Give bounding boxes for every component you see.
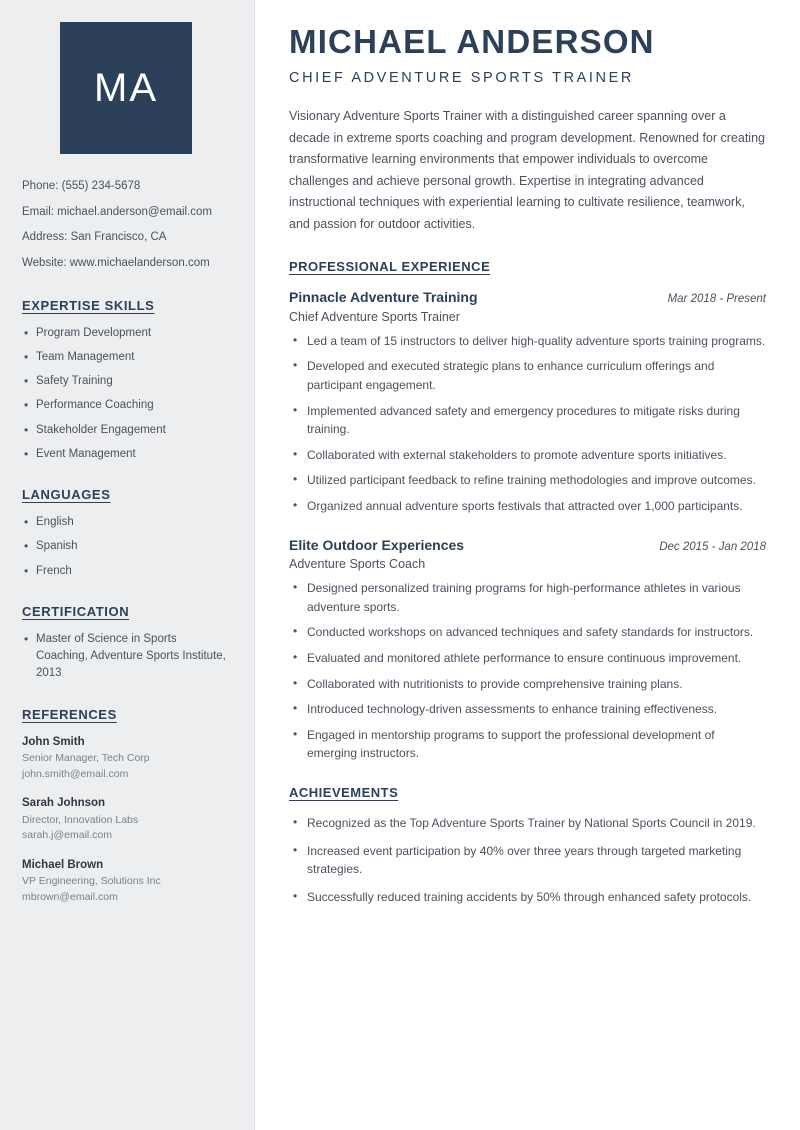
languages-heading: LANGUAGES <box>22 487 111 503</box>
languages-list <box>22 514 230 580</box>
skills-heading: EXPERTISE SKILLS <box>22 297 155 313</box>
list-item: • Event Management <box>22 446 230 463</box>
contact-info-list <box>22 178 230 272</box>
list-item: • Stakeholder Engagement <box>22 422 230 439</box>
list-item: • Evaluated and monitored athlete performance to ensure continuous improvement. <box>289 649 766 668</box>
contact-website: Website: www.michaelanderson.com <box>22 257 210 270</box>
list-item: • Program Development <box>22 325 230 342</box>
list-item: • English <box>22 514 230 531</box>
contact-address: Address: San Francisco, CA <box>22 231 167 244</box>
employment-dates: Dec 2015 - Jan 2018 <box>659 540 766 553</box>
list-item: • Engaged in mentorship programs to support the professional development of emerging instructors. <box>289 726 766 763</box>
languages-section <box>22 487 230 580</box>
page-title: MICHAEL ANDERSON <box>289 23 655 60</box>
achievements-heading: ACHIEVEMENTS <box>289 784 399 800</box>
responsibility-list <box>289 332 766 516</box>
list-item: • Increased event participation by 40% over three years through targeted marketing strategies. <box>289 842 766 879</box>
skills-section <box>22 298 230 464</box>
reference-name: Michael Brown <box>22 859 104 872</box>
references-heading: REFERENCES <box>22 706 117 722</box>
list-item: • Implemented advanced safety and emergency procedures to mitigate risks during training. <box>289 402 766 439</box>
certification-section <box>22 604 230 683</box>
main-content <box>255 0 800 1130</box>
monogram-initials: MA <box>60 22 192 154</box>
monogram-container <box>22 22 230 154</box>
reference-name: John Smith <box>22 735 85 748</box>
list-item <box>22 857 230 906</box>
company-name: Elite Outdoor Experiences <box>289 536 465 553</box>
reference-email: sarah.j@email.com <box>22 829 113 842</box>
certification-heading: CERTIFICATION <box>22 603 130 619</box>
experience-heading: PROFESSIONAL EXPERIENCE <box>289 259 491 275</box>
contact-email: Email: michael.anderson@email.com <box>22 205 212 218</box>
reference-email: john.smith@email.com <box>22 767 129 780</box>
list-item: • Team Management <box>22 349 230 366</box>
reference-role: Senior Manager, Tech Corp <box>22 751 150 764</box>
responsibility-list <box>289 579 766 763</box>
list-item: • Conducted workshops on advanced techniques and safety standards for instructors. <box>289 623 766 642</box>
reference-role: Director, Innovation Labs <box>22 813 139 826</box>
list-item: • Introduced technology-driven assessments to enhance training effectiveness. <box>289 700 766 719</box>
professional-summary: Visionary Adventure Sports Trainer with a distinguished career spanning over a decade in extreme sports coaching and program development. Renowned for creating transformative learning environments that empower individuals to overcome challenges and achieve personal growth. Expertise in integrating advanced instructional techniques with experiential learning to cultivate resilience, teamwork, and passion for outdoor activities. <box>289 109 765 231</box>
skills-list <box>22 325 230 464</box>
list-item <box>22 795 230 844</box>
references-section <box>22 707 230 906</box>
certification-list <box>22 631 230 683</box>
achievements-section <box>289 785 766 906</box>
employment-dates: Mar 2018 - Present <box>667 293 766 306</box>
experience-entry <box>289 288 766 515</box>
sidebar <box>0 0 255 1130</box>
list-item: • Safety Training <box>22 373 230 390</box>
job-title-subheading: CHIEF ADVENTURE SPORTS TRAINER <box>289 70 634 87</box>
list-item: • Designed personalized training programs for high-performance athletes in various adventure sports. <box>289 579 766 616</box>
reference-name: Sarah Johnson <box>22 797 106 810</box>
contact-phone: Phone: (555) 234-5678 <box>22 180 141 192</box>
achievements-list <box>289 814 766 906</box>
list-item: • Performance Coaching <box>22 397 230 414</box>
list-item: • Organized annual adventure sports festivals that attracted over 1,000 participants. <box>289 497 766 516</box>
experience-header <box>289 536 766 556</box>
company-name: Pinnacle Adventure Training <box>289 289 478 306</box>
list-item: • Collaborated with external stakeholders to promote adventure sports initiatives. <box>289 446 766 465</box>
list-item: • Master of Science in Sports Coaching, Adventure Sports Institute, 2013 <box>22 631 230 683</box>
list-item: • Developed and executed strategic plans to enhance curriculum offerings and participant engagement. <box>289 357 766 394</box>
list-item: • Led a team of 15 instructors to deliver high-quality adventure sports training programs. <box>289 332 766 351</box>
experience-header <box>289 288 766 308</box>
reference-email: mbrown@email.com <box>22 891 118 904</box>
list-item: • Recognized as the Top Adventure Sports Trainer by National Sports Council in 2019. <box>289 814 766 833</box>
list-item: • French <box>22 563 230 580</box>
reference-role: VP Engineering, Solutions Inc <box>22 875 161 888</box>
list-item: • Spanish <box>22 538 230 555</box>
list-item <box>22 734 230 783</box>
list-item: • Utilized participant feedback to refine training methodologies and improve outcomes. <box>289 471 766 490</box>
experience-entry <box>289 536 766 763</box>
position-title: Adventure Sports Coach <box>289 557 426 572</box>
list-item: • Successfully reduced training accidents by 50% through enhanced safety protocols. <box>289 888 766 907</box>
position-title: Chief Adventure Sports Trainer <box>289 309 460 324</box>
list-item: • Collaborated with nutritionists to provide comprehensive training plans. <box>289 675 766 694</box>
